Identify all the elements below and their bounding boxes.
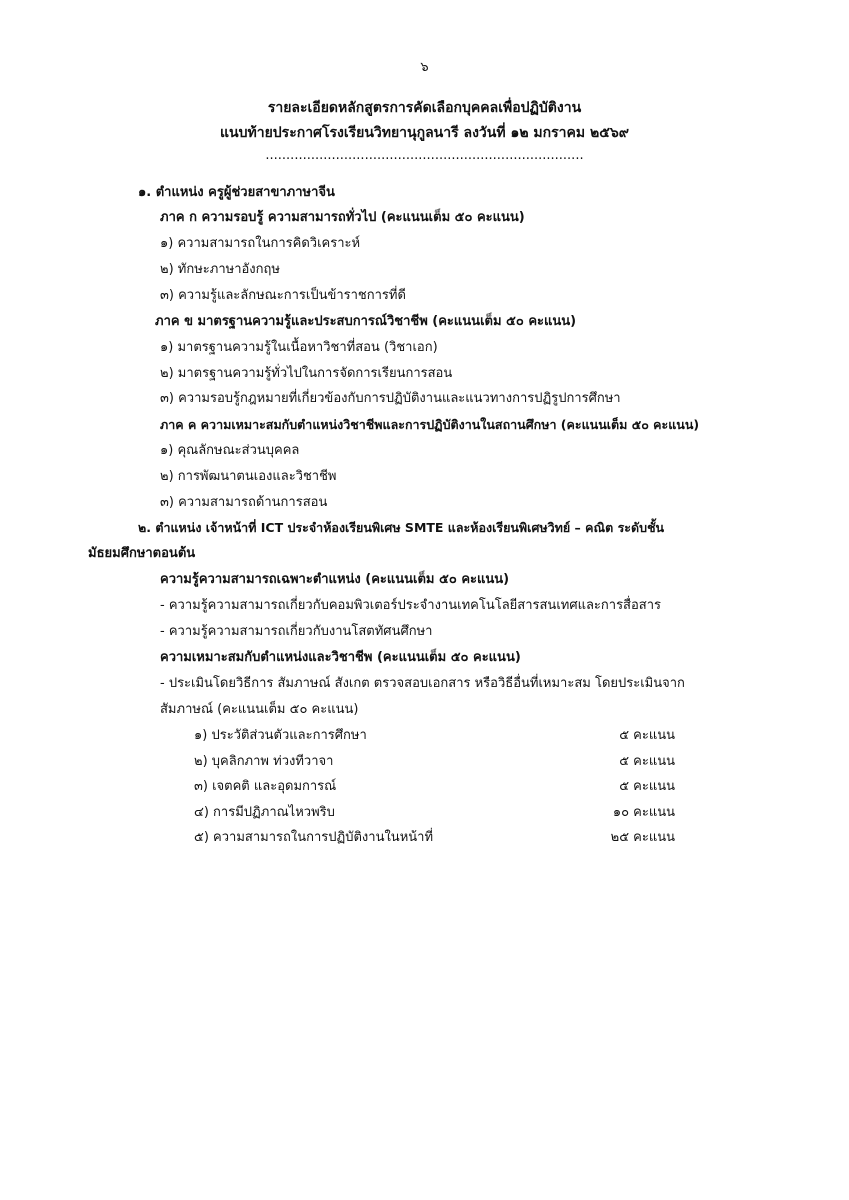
part-b-heading: ภาค ข มาตรฐานความรู้และประสบการณ์วิชาชีพ (คะแนนเต็ม ๕๐ คะแนน): [155, 314, 577, 329]
criteria-label: ๕) ความสามารถในการปฏิบัติงานในหน้าที่: [194, 830, 434, 845]
list-item: ๑) ความสามารถในการคิดวิเคราะห์: [160, 236, 361, 251]
section-2-heading-cont: มัธยมศึกษาตอนต้น: [88, 546, 196, 561]
title-line-2: แนบท้ายประกาศโรงเรียนวิทยานุกูลนารี ลงวันที่ ๑๒ มกราคม ๒๕๖๙: [220, 125, 629, 141]
title-line-1: รายละเอียดหลักสูตรการคัดเลือกบุคคลเพื่อปฏิบัติงาน: [267, 100, 582, 116]
criteria-label: ๔) การมีปฏิภาณไหวพริบ: [194, 805, 335, 820]
list-item: ๑) คุณลักษณะส่วนบุคคล: [160, 443, 300, 458]
criteria-score: ๕ คะแนน: [619, 728, 675, 743]
title-divider: .............................................................................: [265, 148, 584, 163]
list-item: ๓) ความรอบรู้กฎหมายที่เกี่ยวข้องกับการปฏิบัติงานและแนวทางการปฏิรูปการศึกษา: [160, 391, 621, 406]
criteria-score: ๕ คะแนน: [619, 754, 675, 769]
criteria-score: ๑๐ คะแนน: [612, 805, 675, 820]
list-item: - ความรู้ความสามารถเกี่ยวกับงานโสตทัศนศึกษา: [160, 624, 433, 639]
criteria-label: ๑) ประวัติส่วนตัวและการศึกษา: [194, 728, 367, 743]
part-c-heading: ภาค ค ความเหมาะสมกับตำแหน่งวิชาชีพและการปฏิบัติงานในสถานศึกษา (คะแนนเต็ม ๕๐ คะแนน): [160, 417, 700, 432]
list-item: ๒) ทักษะภาษาอังกฤษ: [160, 262, 280, 277]
list-item: ๒) มาตรฐานความรู้ทั่วไปในการจัดการเรียนการสอน: [160, 366, 453, 381]
suitability-description-cont: สัมภาษณ์ (คะแนนเต็ม ๕๐ คะแนน): [160, 702, 359, 717]
section-2-heading: ๒. ตำแหน่ง เจ้าหน้าที่ ICT ประจำห้องเรียนพิเศษ SMTE และห้องเรียนพิเศษวิทย์ – คณิต ระดับชั้น: [138, 520, 665, 535]
list-item: ๓) ความสามารถด้านการสอน: [160, 495, 328, 510]
criteria-label: ๒) บุคลิกภาพ ท่วงทีวาจา: [194, 754, 334, 769]
suitability-heading: ความเหมาะสมกับตำแหน่งและวิชาชีพ (คะแนนเต็ม ๕๐ คะแนน): [160, 650, 521, 665]
part-a-heading: ภาค ก ความรอบรู้ ความสามารถทั่วไป (คะแนนเต็ม ๕๐ คะแนน): [160, 210, 525, 225]
suitability-description: - ประเมินโดยวิธีการ สัมภาษณ์ สังเกต ตรวจสอบเอกสาร หรือวิธีอื่นที่เหมาะสม โดยประเมินจาก: [160, 676, 685, 691]
section-1-heading: ๑. ตำแหน่ง ครูผู้ช่วยสาขาภาษาจีน: [138, 185, 335, 200]
criteria-label: ๓) เจตคติ และอุดมการณ์: [194, 779, 337, 794]
knowledge-heading: ความรู้ความสามารถเฉพาะตำแหน่ง (คะแนนเต็ม ๕๐ คะแนน): [160, 572, 510, 587]
list-item: ๑) มาตรฐานความรู้ในเนื้อหาวิชาที่สอน (วิชาเอก): [160, 340, 438, 355]
list-item: ๓) ความรู้และลักษณะการเป็นข้าราชการที่ดี: [160, 288, 406, 303]
list-item: ๒) การพัฒนาตนเองและวิชาชีพ: [160, 469, 337, 484]
criteria-score: ๕ คะแนน: [619, 779, 675, 794]
page-number: ๖: [420, 60, 429, 75]
list-item: - ความรู้ความสามารถเกี่ยวกับคอมพิวเตอร์ประจำงานเทคโนโลยีสารสนเทศและการสื่อสาร: [160, 598, 662, 613]
criteria-score: ๒๕ คะแนน: [610, 830, 675, 845]
